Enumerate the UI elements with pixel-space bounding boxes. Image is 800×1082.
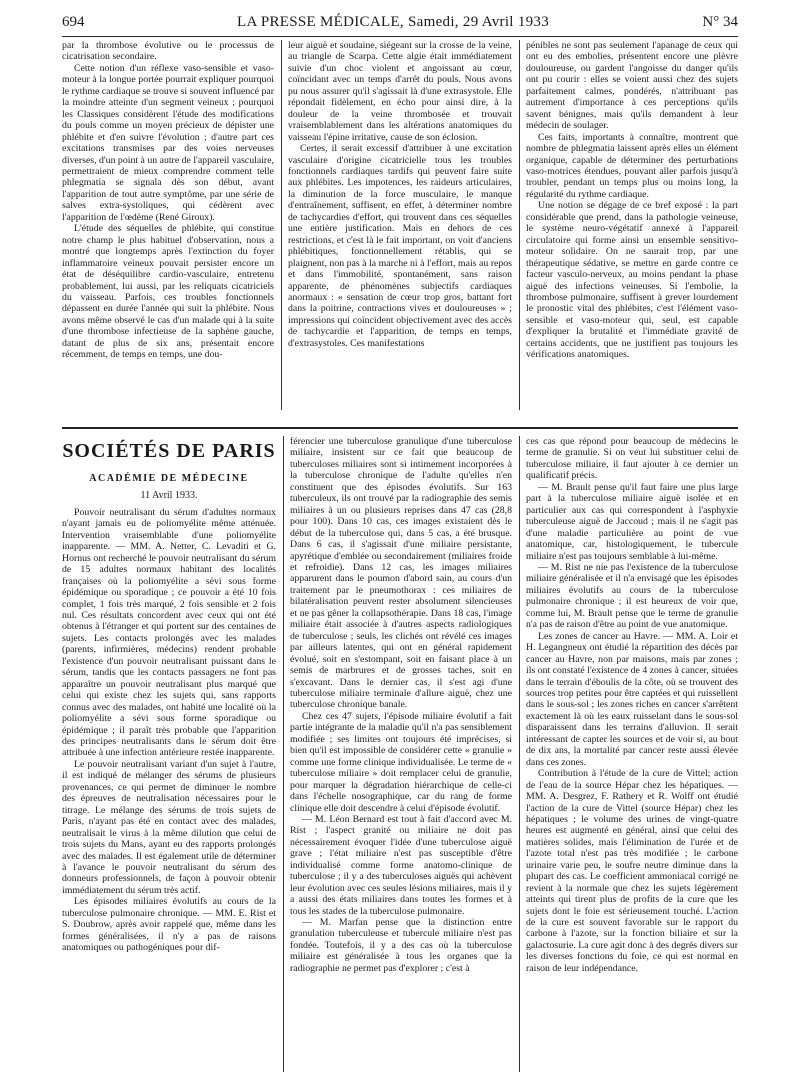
paragraph: férencier une tuberculose granulique d'une tuberculose miliaire, insistent sur ce fait que beaucoup de tuberculoses miliaires sont si intimement incorporées à la tuberculose chronique de l'adulte qu'elles n'en constituent que des épisodes évolutifs. Sur 163 tuberculeux, ils ont trouvé par la radiographie des semis miliaires à un ou plusieurs reprises dans 47 cas (28,8 pour 100). Dans 10 cas, ces images existaient dès le début de la tuberculose qui, dans 5 cas, a été brusque. Dans 6 cas, il s'agissait d'une miliaire persistante, apyrétique d'emblée ou secondairement (miliaires froide et refroidie). Dans 12 cas, les images miliaires apparurent dans le poumon d'abord sain, au cours d'un traitement par le pneumothorax : ces miliaires de bilatéralisation peuvent rester absolument silencieuses et ne pas gêner la collapsothérapie. Dans 18 cas, l'image miliaire était associée à d'autres aspects radiologiques de tuberculose ; seuls, les clichés ont révélé ces images par ailleurs latentes, qui ont en général rapidement évolué, soit en s'estompant, soit en faisant place à un semis de marbrures et de grosses taches, soit en s'excavant. Dans le dernier cas, il s'est agi d'une tuberculose miliaire terminale d'allure aiguë, chez une tuberculose chronique banale. <box>290 436 512 711</box>
paragraph: leur aiguë et soudaine, siégeant sur la crosse de la veine, au triangle de Scarpa. Cette algie était immédiatement suivie d'un choc violent et angoissant au cœur, coïncidant avec un temps d'arrêt du pouls. Nous avons pu nous assurer qu'il s'agissait là d'une extrasystole. Elle répondait fidèlement, en écho pour ainsi dire, à la douleur de la veine thrombosée et trouvait vraisemblablement dans les altérations anatomiques du vaisseau l'épine irritative, cause de son éclosion. <box>288 40 512 143</box>
bottom-column-1 <box>62 436 276 1072</box>
paragraph: — M. Brault pense qu'il faut faire une plus large part à la tuberculose miliaire aiguë isolée et en particulier aux cas qui correspondent à l'asphyxie tuberculeuse aiguë de Jaccoud ; mais il ne s'agit pas d'une maladie particulière au point de vue anatomique, car, histologiquement, le tubercule miliaire n'est pas toujours semblable à lui-même. <box>526 481 738 562</box>
top-column-3 <box>526 40 738 410</box>
paragraph: Cette notion d'un réflexe vaso-sensible et vaso-moteur à la longue portée pourrait expliquer pourquoi le rythme cardiaque se trouve si souvent influencé par la moindre atteinte d'un segment veineux ; pourquoi les Classiques considèrent l'étude des modifications du pouls comme un moyen précieux de dépister une phlébite et d'en suivre l'évolution ; d'autre part ces excitations transmises par des voies nerveuses diverses, d'un point à un autre de l'appareil vasculaire, permettraient de mieux comprendre comment telle phlegmatia se signala dès son début, avant l'apparition de tout autre symptôme, par une série de salves extra-systoliques, qui cédèrent avec l'apparition de l'œdème (René Giroux). <box>62 62 274 223</box>
section-rule <box>62 427 738 429</box>
bottom-column-3 <box>526 436 738 1072</box>
column-divider <box>281 40 282 410</box>
paragraph: Pouvoir neutralisant du sérum d'adultes normaux n'ayant jamais eu de poliomyélite même atténuée. Intervention vraisemblable d'une poliomyélite inapparente. — MM. A. Netter, C. Levaditi et G. Hornus ont recherché le pouvoir neutralisant du sérum de 15 adultes normaux habitant des localités françaises où la poliomyélite a sévi sous forme épidémique ou sporadique ; ce pouvoir a été 10 fois complet, 1 fois très marqué, 2 fois sensible et 2 fois nul. Ces résultats concordent avec ceux qui ont été obtenus à l'étranger et qui portent sur des centaines de sujets. Les contacts prolongés avec les malades (parents, infirmières, médecins) rendent probable l'existence d'un pouvoir neutralisant puissant dans le sérum, tandis que les contacts passagers ne font pas apparaître un pouvoir neutralisant plus marqué que celui qui existe chez les sujets qui, sans rapports connus avec des malades, ont habité une localité où la poliomyélite a sévi sous forme sporadique ou épidémique ; il paraît très probable que l'apparition des principes neutralisants dans le sérum doit être attribuée à une infection antérieure restée inapparente. <box>62 506 276 759</box>
bottom-column-2 <box>290 436 512 1072</box>
session-date: 11 Avril 1933. <box>140 490 198 502</box>
paragraph: Contribution à l'étude de la cure de Vittel; action de l'eau de la source Hépar chez les hépatiques. — MM. A. Desgrez, F. Rathery et R. Wolff ont étudié l'action de la cure de Vittel (source Hépar) chez les hépatiques ; le volume des urines de vingt-quatre heures est augmenté en général, ainsi que celui des matières solides, mais l'élimination de l'urée et de l'azote total n'est pas très modifiée ; le carbone urinaire varie peu, le soufre neutre diminue dans la plupart des cas. Le coefficient ammoniacal corrigé ne revient à la normale que chez les sujets légèrement atteints qui tirent plus de profits de la cure que les sujets dont le foie est sérieusement touché. L'action de la cure est souvent favorable sur le rapport du carbone à l'azote, sur la fonction biliaire et sur la galactosurie. La cure agit donc à des degrés divers sur les diverses fonctions du foie, ce qui est normal en raison de leur indépendance. <box>526 768 738 974</box>
column-divider <box>519 436 520 1072</box>
column-divider <box>519 40 520 410</box>
top-column-1 <box>62 40 274 410</box>
paragraph: Le pouvoir neutralisant variant d'un sujet à l'autre, il est indiqué de mélanger des sérums de plusieurs provenances, ce qui permet de diminuer le nombre des épreuves de neutralisation nécessaires pour le titrage. Le mélange des sérums de trois sujets de Paris, n'ayant pas été en contact avec des malades, neutralisait le virus à la même dilution que celui de trois sujets du Mans, ayant eu des rapports prolongés avec des malades. Il est également utile de déterminer à l'avance le pouvoir neutralisant du sérum des donneurs professionnels, de façon à pouvoir obtenir immédiatement du sérum très actif. <box>62 758 276 896</box>
paragraph: — M. Léon Bernard est tout à fait d'accord avec M. Rist ; l'aspect granité ou miliaire ne doit pas nécessairement évoquer l'idée d'une tuberculose aiguë grave ; l'état miliaire n'est pas susceptible d'être individualisé comme forme anatomo-clinique de tuberculose ; il y a des tuberculoses aiguës qui achèvent leur évolution avec ces seules lésions miliaires, mais il y a aussi des états miliaires dans toutes les formes et à tous les stades de la tuberculose pulmonaire. <box>290 813 512 917</box>
header-rule <box>62 36 738 37</box>
page-number: 694 <box>62 14 85 30</box>
section-title: SOCIÉTÉS DE PARIS <box>62 440 276 462</box>
paragraph: Chez ces 47 sujets, l'épisode miliaire évolutif a fait partie intégrante de la maladie qu'il n'a pas sensiblement modifiée ; ses limites ont toujours été imprécises, si bien qu'il est impossible de considérer cette « granulie » comme une forme clinique individualisée. Le terme de « tuberculose miliaire » doit remplacer celui de granulie, pour marquer la dégradation hiérarchique de celle-ci dans l'échelle nosographique, car du rang de forme clinique elle doit descendre à celui d'épisode évolutif. <box>290 710 512 814</box>
paragraph: Une notion se dégage de ce bref exposé : la part considérable que prend, dans la pathologie veineuse, le système neuro-végétatif annexé à l'appareil circulatoire qui forme ainsi un ensemble sensitivo-moteur solidaire. On ne saurait trop, par une thérapeutique sédative, se mettre en garde contre ce facteur vasculo-nerveux, au moins pendant la phase aiguë des infections veineuses. Si l'embolie, la thrombose pulmonaire, suffisent à grever lourdement le pronostic vital des phlébites, c'est l'élément vaso-sensible et vaso-moteur qui, seul, est capable d'expliquer la brutalité et l'immédiate gravité de certains accidents, que ne justifient pas toujours les vérifications anatomiques. <box>526 200 738 361</box>
running-header <box>62 14 738 32</box>
paragraph: Ces faits, importants à connaître, montrent que nombre de phlegmatia laissent après elles un élément organique, capable de déterminer des perturbations vaso-motrices étendues, pouvant aller parfois jusqu'à troubler, pendant un temps plus ou moins long, la régularité du rythme cardiaque. <box>526 131 738 200</box>
issue-number: N° 34 <box>702 14 738 30</box>
paragraph: — M. Marfan pense que la distinction entre granulation tuberculeuse et tubercule miliaire n'est pas fondée. Toutefois, il y a des cas où la tuberculose miliaire est généralisée à tous les organes que la radiographie ne permet pas d'explorer ; c'est à <box>290 917 512 974</box>
paragraph: par la thrombose évolutive ou le processus de cicatrisation secondaire. <box>62 40 274 63</box>
column-divider <box>283 436 284 1072</box>
paragraph: Certes, il serait excessif d'attribuer à une excitation vasculaire d'origine cicatricielle tous les troubles fonctionnels cardiaques tardifs qui peuvent faire suite aux phlébites. Les impotences, les raideurs articulaires, la diminution de la force musculaire, le manque d'entraînement, suffisent, en effet, à déterminer nombre de tachycardies d'effort, qui trouvent dans ces séquelles une entière justification. Mais en dehors de ces restrictions, et c'est là le fait important, on voit d'anciens phlébitiques, fonctionnellement rétablis, qui se plaignent, non pas à la marche ni à l'effort, mais au repos et dans l'immobilité, spontanément, sans raison apparente, de phénomènes subjectifs cardiaques anormaux : « sensation de cœur trop gros, battant fort dans la poitrine, contractions vives et douloureuses » ; impressions qui coïncident objectivement avec des accès de tachycardie et l'apparition, de temps en temps, d'extrasystoles. Ces manifestations <box>288 143 512 349</box>
paragraph: — M. Rist ne nie pas l'existence de la tuberculose miliaire généralisée et il n'a envisagé que les épisodes miliaires évolutifs au cours de la tuberculose pulmonaire chronique ; il est heureux de voir que, comme lui, M. Brault pense que le terme de granulie n'a pas de raison d'être au point de vue anatomique. <box>526 561 738 631</box>
top-column-2 <box>288 40 512 410</box>
paragraph: Les épisodes miliaires évolutifs au cours de la tuberculose pulmonaire chronique. — MM. E. Rist et S. Doubrow, après avoir rappelé que, même dans les formes généralisées, il n'y a pas de raisons anatomiques ou pathogéniques pour dif- <box>62 896 276 954</box>
paragraph: L'étude des séquelles de phlébite, qui constitue notre champ le plus habituel d'observation, nous a montré que longtemps après l'extinction du foyer inflammatoire veineux pouvait persister encore un état de déséquilibre cardio-vasculaire, entretenu probablement, lui aussi, par les reliquats cicatriciels du vaisseau. Parfois, ces troubles fonctionnels dépassent en durée l'année qui suit la phlébite. Nous avons même observé le cas d'un malade qui à la suite d'une thrombose infectieuse de la saphène gauche, datant de plus de six ans, présentait encore récemment, de temps en temps, une dou- <box>62 223 274 361</box>
paragraph: Les zones de cancer au Havre. — MM. A. Loir et H. Legangneux ont étudié la répartition des décès par cancer au Havre, non par maisons, mais par zones ; ils ont constaté l'existence de 4 zones à cancer, situées dans le terrain d'éboulis de la côte, où se trouvent des sources trop petites pour être captées et qui ruissellent dans le sous-sol ; les zones riches en cancer s'arrêtent exactement là où les eaux ruisselant dans le sous-sol disparaissent dans les terrains d'alluvion. Il serait intéressant de capter les sources et de voir si, au bout de dix ans, la mortalité par cancer reste aussi élevée dans ces zones. <box>526 630 738 768</box>
paragraph: pénibles ne sont pas seulement l'apanage de ceux qui ont eu des embolies, présentent encore une plèvre douloureuse, ou gardent l'angoisse du danger qu'ils ont pu courir : elles se voient aussi chez des sujets parfaitement calmes, pondérés, n'attribuant pas autrement d'importance à ces perceptions qu'ils savent bénignes, mais qu'ils demandent à leur médecin de soulager. <box>526 40 738 132</box>
paragraph: ces cas que répond pour beaucoup de médecins le terme de granulie. Si on veut lui substituer celui de tuberculose miliaire, il faut ajouter à ce dernier un qualificatif précis. <box>526 436 738 482</box>
academy-heading: ACADÉMIE DE MÉDECINE <box>89 473 249 484</box>
journal-title: LA PRESSE MÉDICALE, Samedi, 29 Avril 1933 <box>237 14 550 30</box>
